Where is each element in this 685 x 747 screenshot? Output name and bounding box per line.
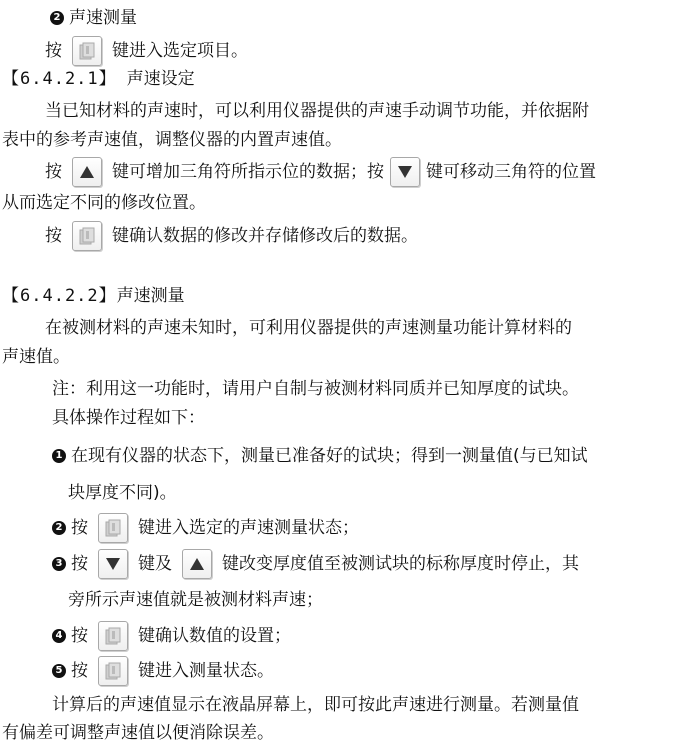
section-title: 声速测量 bbox=[116, 286, 185, 306]
item-title-text: 声速测量 bbox=[69, 8, 137, 28]
text: 按 bbox=[45, 226, 62, 246]
circled-number-icon: 4 bbox=[52, 629, 66, 643]
text: 键可移动三角符的位置 bbox=[426, 162, 596, 182]
text: 键进入选定项目。 bbox=[112, 41, 248, 61]
enter-key-icon bbox=[98, 656, 128, 686]
circled-number-icon: 2 bbox=[52, 521, 66, 535]
text: 键改变厚度值至被测试块的标称厚度时停止，其 bbox=[222, 554, 579, 574]
item2-instruction bbox=[45, 35, 248, 67]
step-1-continued: 块厚度不同)。 bbox=[68, 483, 177, 503]
enter-key-icon bbox=[72, 221, 102, 251]
step-2 bbox=[52, 512, 359, 544]
text: 键进入测量状态。 bbox=[138, 661, 274, 681]
paragraph: 声速值。 bbox=[2, 347, 70, 367]
step-4 bbox=[52, 620, 291, 652]
enter-key-icon bbox=[98, 621, 128, 651]
item2-title bbox=[50, 5, 137, 31]
section-number: 【6.4.2.2】 bbox=[2, 286, 117, 306]
circled-number-icon: 3 bbox=[52, 557, 66, 571]
steps-intro: 具体操作过程如下： bbox=[52, 408, 205, 428]
step-3-continued: 旁所示声速值就是被测材料声速； bbox=[68, 590, 323, 610]
text: 键及 bbox=[138, 554, 172, 574]
note: 注：利用这一功能时，请用户自制与被测材料同质并已知厚度的试块。 bbox=[52, 379, 579, 399]
text: 按 bbox=[71, 554, 88, 574]
paragraph: 在被测材料的声速未知时，可利用仪器提供的声速测量功能计算材料的 bbox=[45, 318, 572, 338]
closing-paragraph: 计算后的声速值显示在液晶屏幕上，即可按此声速进行测量。若测量值 bbox=[52, 695, 579, 715]
text: 键进入选定的声速测量状态； bbox=[138, 518, 359, 538]
paragraph: 从而选定不同的修改位置。 bbox=[2, 193, 206, 213]
down-triangle-key-icon bbox=[390, 157, 420, 187]
enter-key-icon bbox=[98, 513, 128, 543]
section-heading-6-4-2-2 bbox=[2, 283, 185, 309]
confirm-instruction bbox=[45, 220, 418, 252]
closing-paragraph-continued: 有偏差可调整声速值以便消除误差。 bbox=[2, 723, 274, 743]
step-1 bbox=[52, 443, 588, 469]
circled-number-icon: 5 bbox=[52, 664, 66, 678]
step-3 bbox=[52, 548, 579, 580]
circled-number-icon: 2 bbox=[50, 11, 64, 25]
text: 按 bbox=[45, 162, 62, 182]
text: 按 bbox=[71, 661, 88, 681]
up-triangle-key-icon bbox=[182, 549, 212, 579]
text: 键确认数值的设置； bbox=[138, 626, 291, 646]
text: 键可增加三角符所指示位的数据；按 bbox=[112, 162, 384, 182]
circled-number-icon: 1 bbox=[52, 449, 66, 463]
up-down-instruction bbox=[45, 156, 596, 188]
section-title: 声速设定 bbox=[126, 69, 195, 89]
paragraph: 表中的参考声速值，调整仪器的内置声速值。 bbox=[2, 130, 342, 150]
section-heading-6-4-2-1 bbox=[2, 66, 195, 92]
text: 键确认数据的修改并存储修改后的数据。 bbox=[112, 226, 418, 246]
paragraph: 当已知材料的声速时，可以利用仪器提供的声速手动调节功能，并依据附 bbox=[45, 101, 589, 121]
step-5 bbox=[52, 655, 274, 687]
up-triangle-key-icon bbox=[72, 157, 102, 187]
text: 按 bbox=[71, 518, 88, 538]
enter-key-icon bbox=[72, 36, 102, 66]
step-text: 在现有仪器的状态下，测量已准备好的试块；得到一测量值(与已知试 bbox=[71, 446, 588, 466]
down-triangle-key-icon bbox=[98, 549, 128, 579]
section-number: 【6.4.2.1】 bbox=[2, 69, 117, 89]
text: 按 bbox=[71, 626, 88, 646]
text: 按 bbox=[45, 41, 62, 61]
